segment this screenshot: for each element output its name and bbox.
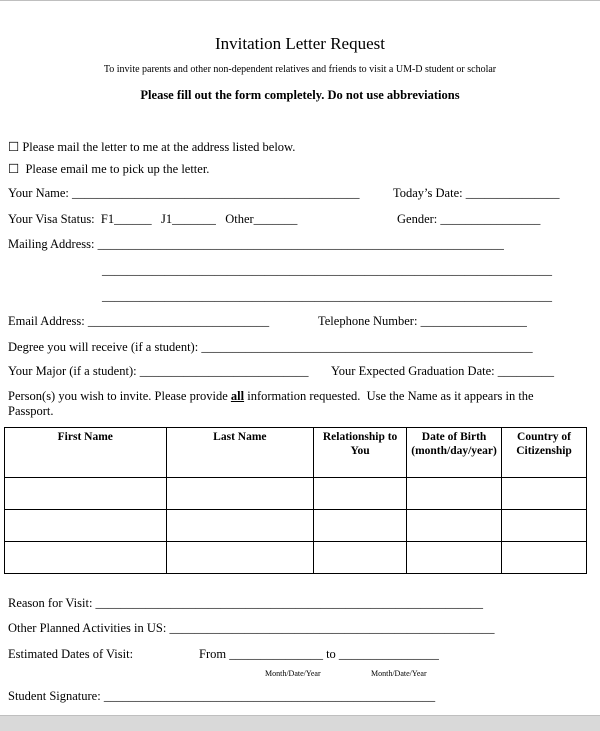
table-cell[interactable] [502,542,587,574]
major-field[interactable]: Your Major (if a student): ___________________________ [8,364,309,378]
table-cell[interactable] [166,510,314,542]
page-top-edge [0,0,600,1]
form-subtitle: To invite parents and other non-dependent relatives and friends to visit a UM-D student or scholar [103,64,497,75]
table-cell[interactable] [5,510,167,542]
table-row [5,478,587,510]
table-cell[interactable] [5,478,167,510]
table-cell[interactable] [5,542,167,574]
invitee-table [4,427,587,574]
col-relationship: Relationship to You [314,428,407,478]
address-line-3[interactable]: ________________________________________________________________________ [102,289,552,303]
your-name-field[interactable]: Your Name: ______________________________________________ [8,186,360,200]
table-cell[interactable] [407,478,502,510]
table-cell[interactable] [166,478,314,510]
visa-status-field[interactable]: Your Visa Status: F1______ J1_______ Other_______ [8,212,298,226]
estimated-dates-label: Estimated Dates of Visit: [8,647,134,661]
email-address-field[interactable]: Email Address: _____________________________ [8,314,270,328]
table-header-row [5,428,587,478]
form-title: Invitation Letter Request [215,34,385,53]
reason-for-visit-field[interactable]: Reason for Visit: ______________________________________________________________ [8,596,484,610]
table-row [5,542,587,574]
gender-field[interactable]: Gender: ________________ [397,212,541,226]
col-date-of-birth: Date of Birth (month/day/year) [407,428,502,478]
table-cell[interactable] [314,510,407,542]
mail-letter-option[interactable]: ☐ Please mail the letter to me at the address listed below. [8,140,296,154]
persons-text-pre: Person(s) you wish to invite. Please provide [8,389,231,403]
col-last-name: Last Name [166,428,314,478]
degree-field[interactable]: Degree you will receive (if a student): _____________________________________________________ [8,340,533,354]
table-cell[interactable] [407,510,502,542]
email-letter-option[interactable]: ☐ Please email me to pick up the letter. [8,162,210,176]
table-cell[interactable] [407,542,502,574]
graduation-date-field[interactable]: Your Expected Graduation Date: _________ [331,364,554,378]
to-date-hint: Month/Date/Year [371,669,427,678]
telephone-field[interactable]: Telephone Number: _________________ [318,314,527,328]
planned-activities-field[interactable]: Other Planned Activities in US: ____________________________________________________ [8,621,495,635]
table-row [5,510,587,542]
table-cell[interactable] [314,542,407,574]
persons-text-post: information requested. Use the Name as it appears in the [244,389,534,403]
persons-text-all: all [230,389,245,403]
student-signature-field[interactable]: Student Signature: _____________________________________________________ [8,689,436,703]
table-cell[interactable] [502,510,587,542]
col-country: Country of Citizenship [502,428,587,478]
persons-instruction-line2: Passport. [8,404,54,418]
from-date-hint: Month/Date/Year [265,669,321,678]
table-cell[interactable] [166,542,314,574]
visit-dates-field[interactable]: From _______________ to ________________ [199,647,439,661]
mailing-address-field[interactable]: Mailing Address: _________________________________________________________________ [8,237,504,251]
page-bottom-edge [0,715,600,731]
col-first-name: First Name [5,428,167,478]
table-cell[interactable] [314,478,407,510]
form-instruction: Please fill out the form completely. Do not use abbreviations [140,88,460,102]
todays-date-field[interactable]: Today’s Date: _______________ [393,186,560,200]
table-cell[interactable] [502,478,587,510]
persons-instruction [8,389,534,404]
address-line-2[interactable]: ________________________________________________________________________ [102,263,552,277]
